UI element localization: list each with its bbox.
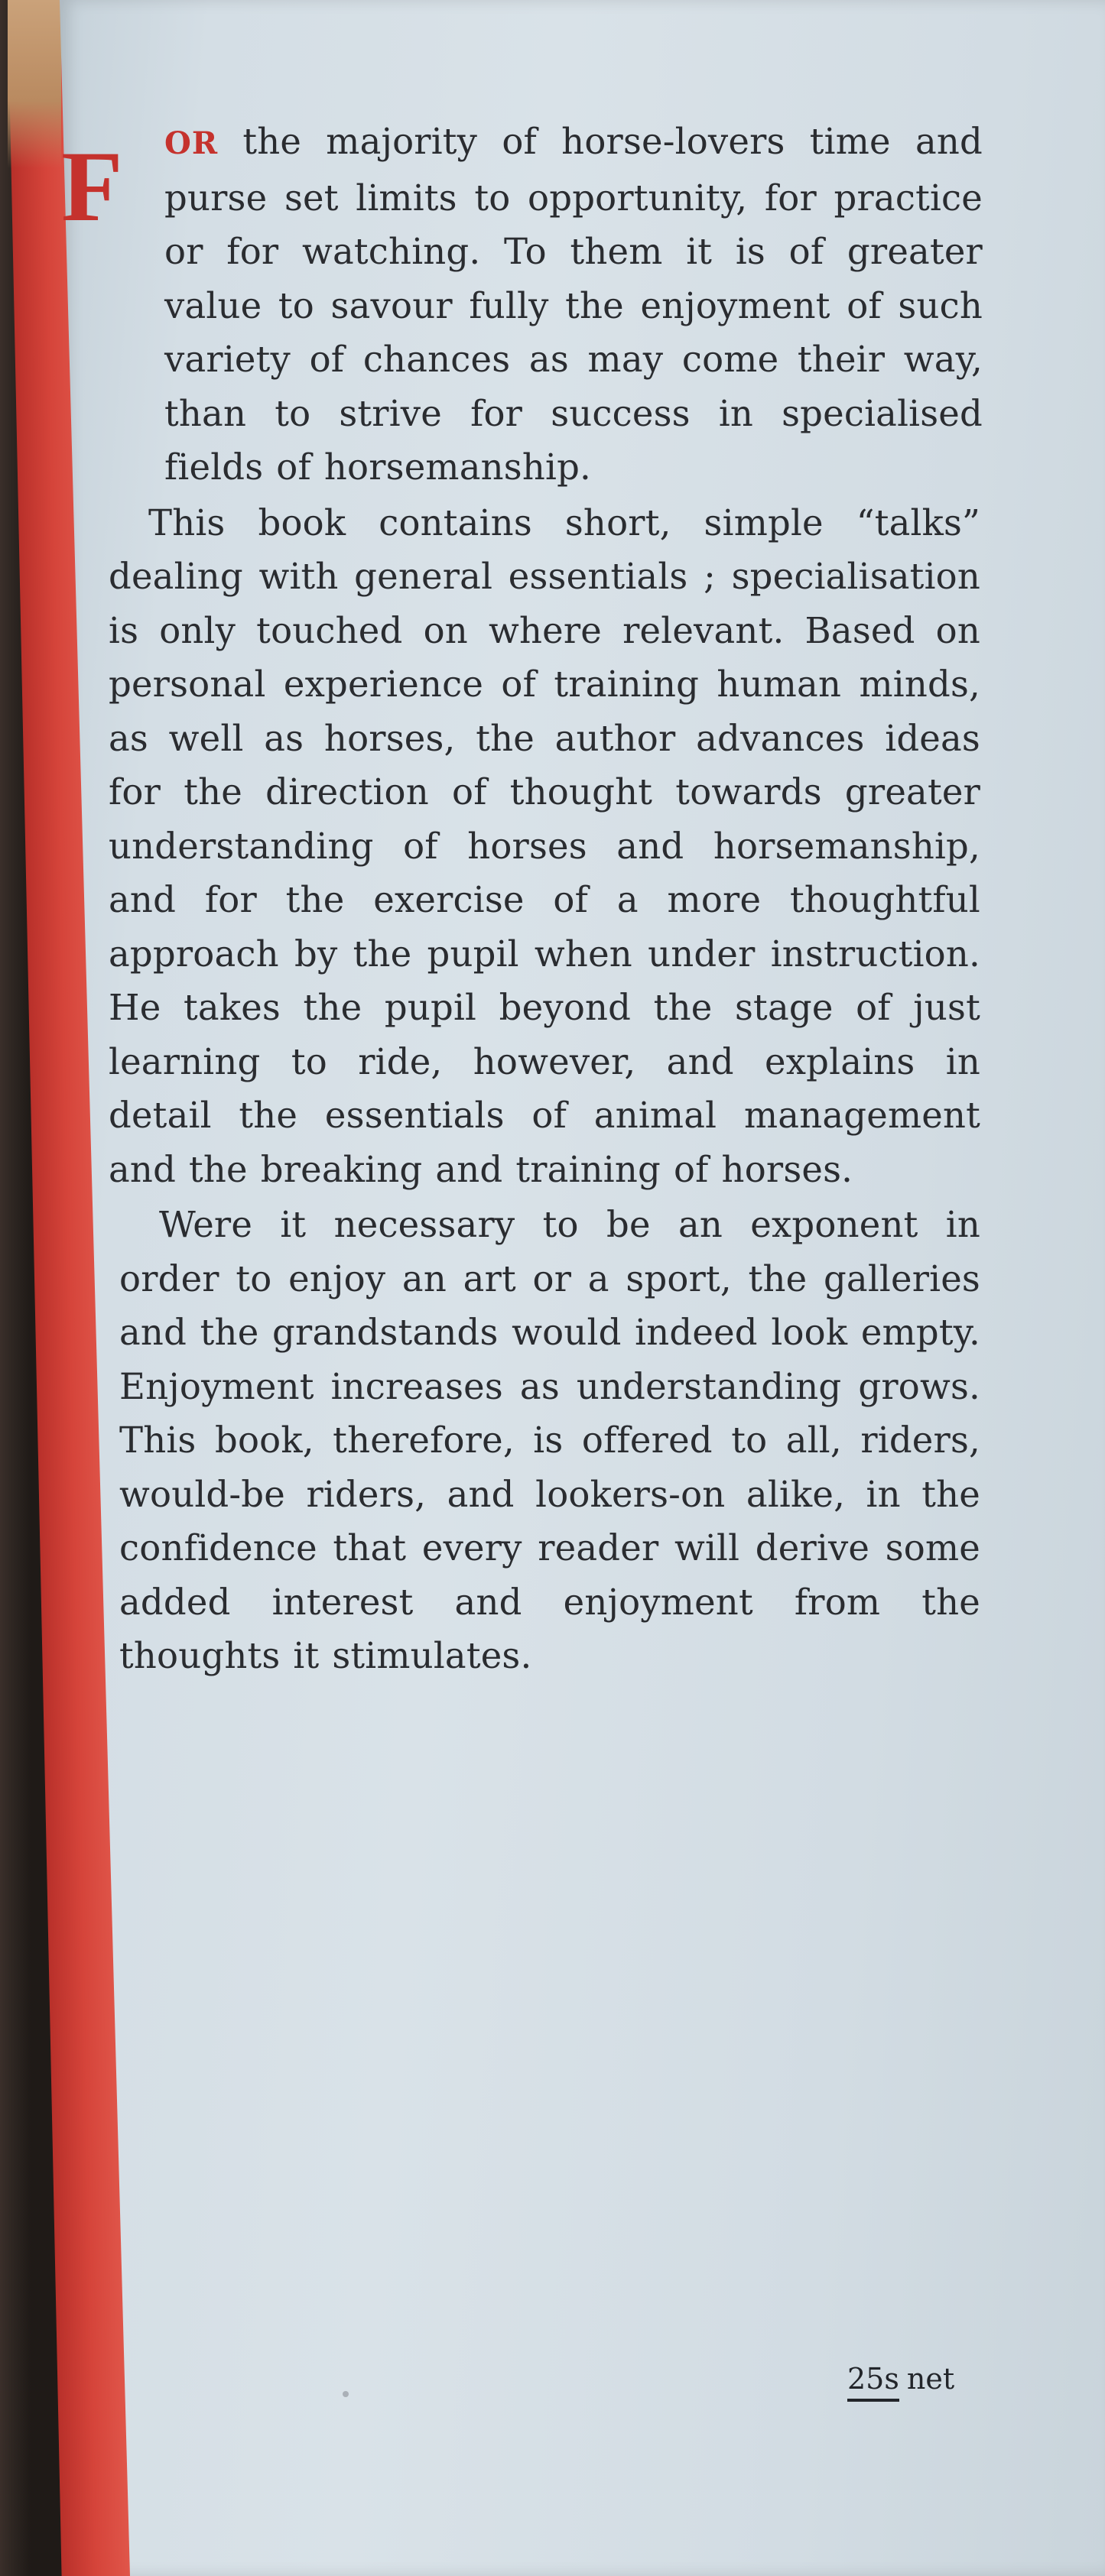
paragraph-2: This book contains short, simple “talks” dealing with general essentials ; specialisation is only touched on where relevant. Based on personal experience of training human minds, as well as horses, the author advances ideas for the direction of thought towards greater understanding of horses and horsemanship, and for the exercise of a more thoughtful approach by the pupil when under instruction. He takes the pupil beyond the stage of just learning to ride, however, and explains in detail the essentials of animal management and the breaking and training of horses.	[109, 501, 980, 1190]
price-label	[847, 2362, 954, 2396]
paper-speck	[343, 2391, 349, 2397]
paragraph-1	[101, 115, 983, 495]
blurb-text	[101, 115, 983, 1683]
drop-cap-letter: F	[61, 130, 123, 242]
spine-top-edge	[8, 0, 61, 168]
price-suffix: net	[906, 2362, 955, 2396]
price-amount: 25s	[847, 2362, 899, 2402]
paragraph-1-text: the majority of horse-lovers time and purse set limits to opportunity, for practice or for watching. To them it is of greater value to savour fully the enjoyment of such variety of chances as may come their way, than to strive for success in specialised fields of horsemanship.	[164, 121, 983, 488]
paragraph-3: Were it necessary to be an exponent in order to enjoy an art or a sport, the galleries and the grandstands would indeed look empty. Enjoyment increases as understanding grows. This book, therefore, is offered to all, riders, would-be riders, and lookers-on alike, in the confidence that every reader will derive some added interest and enjoyment from the thoughts it stimulates.	[119, 1204, 980, 1676]
lead-smallcaps: OR	[164, 125, 219, 161]
